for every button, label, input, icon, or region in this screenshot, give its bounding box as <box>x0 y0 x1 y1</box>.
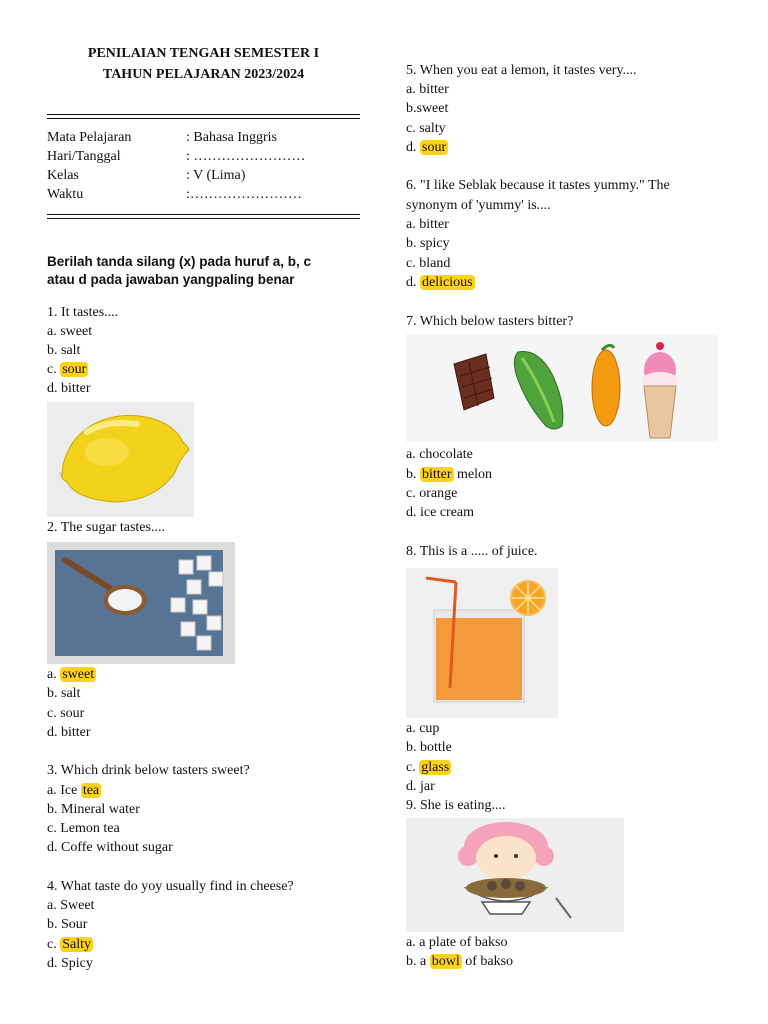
info-value: : …………………… <box>186 149 306 164</box>
highlighted-answer: sweet <box>62 667 95 682</box>
instruction <box>47 253 360 289</box>
question-text: 2. The sugar tastes.... <box>47 520 165 535</box>
food-images <box>406 334 718 442</box>
answer-option[interactable] <box>406 778 435 796</box>
option-text: sweet <box>416 101 449 116</box>
option-text: salt <box>61 343 81 358</box>
divider <box>47 118 360 119</box>
instruction-line: atau d pada jawaban yangpaling benar <box>47 272 295 287</box>
answer-option[interactable] <box>47 936 93 954</box>
option-letter: d. <box>47 956 61 971</box>
answer-option[interactable] <box>406 759 451 777</box>
option-letter: a. <box>47 898 61 913</box>
info-label: Mata Pelajaran <box>47 130 132 145</box>
option-text: Sweet <box>60 898 95 913</box>
answer-option[interactable] <box>406 255 450 273</box>
option-letter: a. <box>406 935 420 950</box>
answer-option[interactable] <box>47 820 120 838</box>
info-label: Hari/Tanggal <box>47 149 121 164</box>
option-text: melon <box>453 467 493 482</box>
answer-option[interactable] <box>47 801 140 819</box>
option-text: sour <box>60 706 85 721</box>
option-letter: a. <box>47 667 61 682</box>
question-text: 8. This is a ..... of juice. <box>406 544 538 559</box>
answer-option[interactable] <box>47 955 93 973</box>
question-text: 6. "I like Seblak because it tastes yummy." The <box>406 178 670 193</box>
bitter-melon-icon <box>514 351 562 429</box>
option-letter: b. <box>406 740 420 755</box>
option-letter: c. <box>406 486 420 501</box>
option-letter: a. <box>406 721 420 736</box>
divider <box>47 218 360 219</box>
answer-option[interactable] <box>47 839 173 857</box>
info-label: Waktu <box>47 187 84 202</box>
answer-option[interactable] <box>406 120 446 138</box>
option-text: cup <box>419 721 440 736</box>
option-text: chocolate <box>419 447 473 462</box>
option-letter: a. <box>406 82 420 97</box>
option-text: Coffe without sugar <box>61 840 173 855</box>
option-letter: c. <box>47 706 61 721</box>
option-text: Sour <box>61 917 88 932</box>
option-letter: b. <box>406 467 420 482</box>
option-text: bitter <box>61 381 91 396</box>
girl-eating-image <box>406 818 624 932</box>
option-text: salty <box>419 121 446 136</box>
option-letter: d. <box>406 140 420 155</box>
answer-option[interactable] <box>47 380 91 398</box>
option-letter: b. <box>47 686 61 701</box>
option-text: of bakso <box>461 954 514 969</box>
option-letter: b. <box>47 917 61 932</box>
answer-option[interactable] <box>47 724 91 742</box>
option-text: bitter <box>61 725 91 740</box>
highlighted-answer: delicious <box>422 275 473 290</box>
divider <box>47 114 360 115</box>
orange-icon <box>592 345 620 426</box>
option-letter: b. <box>406 236 420 251</box>
question-text: 3. Which drink below tasters sweet? <box>47 763 250 778</box>
highlighted-answer: glass <box>421 760 450 775</box>
option-letter: a. <box>406 217 420 232</box>
highlighted-answer: bitter <box>422 467 452 482</box>
option-text: Mineral water <box>61 802 140 817</box>
info-label: Kelas <box>47 168 79 183</box>
answer-option[interactable] <box>406 739 452 757</box>
answer-option[interactable] <box>406 953 513 971</box>
highlighted-answer: bowl <box>431 954 460 969</box>
option-letter: d. <box>47 725 61 740</box>
sugar-image <box>47 542 235 664</box>
divider <box>47 214 360 215</box>
option-letter: d. <box>406 779 420 794</box>
option-text: ice cream <box>420 505 475 520</box>
option-letter: b. <box>47 343 61 358</box>
option-letter: c. <box>406 256 420 271</box>
chocolate-icon <box>454 354 494 410</box>
question-text: 4. What taste do yoy usually find in cheese? <box>47 879 294 894</box>
option-letter: d. <box>406 275 420 290</box>
answer-option[interactable] <box>47 705 84 723</box>
option-letter: c. <box>47 362 61 377</box>
answer-option[interactable] <box>47 323 92 341</box>
option-text: jar <box>420 779 435 794</box>
highlighted-answer: tea <box>82 783 100 798</box>
highlighted-answer: sour <box>422 140 447 155</box>
info-value: :…………………… <box>186 187 302 202</box>
answer-option[interactable] <box>406 81 449 99</box>
question-text: 9. She is eating.... <box>406 798 506 813</box>
answer-option[interactable] <box>406 100 448 118</box>
option-text: a plate of bakso <box>419 935 508 950</box>
answer-option[interactable] <box>47 342 80 360</box>
option-letter: c. <box>406 121 420 136</box>
option-text: bottle <box>420 740 452 755</box>
option-letter: a. Ice <box>47 783 81 798</box>
option-text: salt <box>61 686 81 701</box>
option-letter: d. <box>47 840 61 855</box>
page-title: PENILAIAN TENGAH SEMESTER I <box>87 46 320 61</box>
option-text: bitter <box>419 82 449 97</box>
page-subtitle: TAHUN PELAJARAN 2023/2024 <box>102 67 305 82</box>
highlighted-answer: Salty <box>62 937 91 952</box>
option-letter: d. <box>47 381 61 396</box>
answer-option[interactable] <box>47 897 94 915</box>
answer-option[interactable] <box>406 139 448 157</box>
answer-option[interactable] <box>406 466 492 484</box>
answer-option[interactable] <box>406 720 439 738</box>
option-text: bitter <box>419 217 449 232</box>
question-text: 1. It tastes.... <box>47 305 119 320</box>
option-text: Lemon tea <box>60 821 120 836</box>
answer-option[interactable] <box>47 666 96 684</box>
option-letter: c. <box>47 937 61 952</box>
info-value: : V (Lima) <box>186 168 246 183</box>
answer-option[interactable] <box>406 216 449 234</box>
question-text-cont: synonym of 'yummy' is.... <box>406 198 551 213</box>
answer-option[interactable] <box>406 235 450 253</box>
question-text: 5. When you eat a lemon, it tastes very.... <box>406 63 637 78</box>
instruction-line: Berilah tanda silang (x) pada huruf a, b, c <box>47 254 312 269</box>
option-text: sweet <box>60 324 93 339</box>
highlighted-answer: sour <box>62 362 87 377</box>
option-text: orange <box>419 486 458 501</box>
option-letter: c. <box>406 760 420 775</box>
option-letter: a. <box>406 447 420 462</box>
option-letter: b. <box>406 101 417 116</box>
option-letter: b. a <box>406 954 430 969</box>
answer-option[interactable] <box>406 485 457 503</box>
answer-option[interactable] <box>406 504 474 522</box>
ice-cream-icon <box>642 342 678 438</box>
option-letter: b. <box>47 802 61 817</box>
answer-option[interactable] <box>406 274 475 292</box>
answer-option[interactable] <box>406 446 473 464</box>
option-letter: c. <box>47 821 61 836</box>
answer-option[interactable] <box>47 361 88 379</box>
info-value: : Bahasa Inggris <box>186 130 277 145</box>
option-letter: a. <box>47 324 61 339</box>
option-text: Spicy <box>61 956 93 971</box>
option-letter: d. <box>406 505 420 520</box>
answer-option[interactable] <box>406 934 507 952</box>
option-text: bland <box>419 256 451 271</box>
lemon-image <box>47 402 194 517</box>
answer-option[interactable] <box>47 916 87 934</box>
option-text: spicy <box>420 236 450 251</box>
juice-glass-image <box>406 568 558 718</box>
answer-option[interactable] <box>47 685 80 703</box>
question-text: 7. Which below tasters bitter? <box>406 314 574 329</box>
answer-option[interactable] <box>47 782 101 800</box>
